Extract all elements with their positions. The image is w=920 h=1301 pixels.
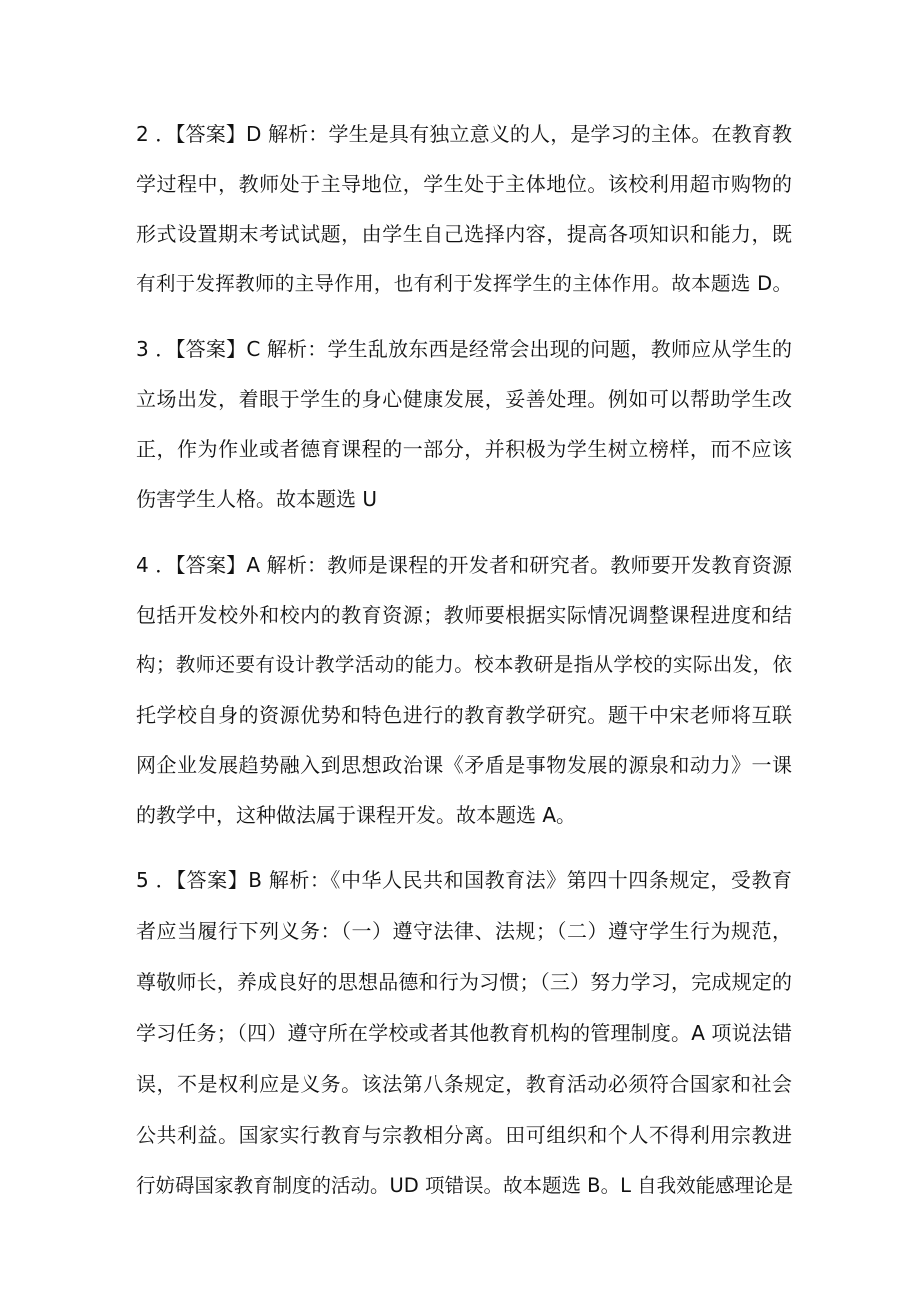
text-line: 有利于发挥教师的主导作用，也有利于发挥学生的主体作用。故本题选 D。 <box>136 272 792 295</box>
text-line: 网企业发展趋势融入到思想政治课《矛盾是事物发展的源泉和动力》一课 <box>136 753 792 777</box>
text-line: 尊敬师长，养成良好的思想品德和行为习惯；（三）努力学习，完成规定的 <box>136 970 792 994</box>
text-line: 误，不是权利应是义务。该法第八条规定，教育活动必须符合国家和社会 <box>136 1072 792 1096</box>
text-line: 学习任务；（四）遵守所在学校或者其他教育机构的管理制度。A 项说法错 <box>136 1021 792 1045</box>
text-line: 学过程中，教师处于主导地位，学生处于主体地位。该校利用超市购物的 <box>136 172 792 196</box>
text-line: 伤害学生人格。故本题选 U <box>136 487 377 511</box>
text-line: 构；教师还要有设计教学活动的能力。校本教研是指从学校的实际出发，依 <box>136 653 792 676</box>
text-line: 4 ．【答案】A 解析：教师是课程的开发者和研究者。教师要开发教育资源 <box>136 553 792 577</box>
text-line: 2 ．【答案】D 解析：学生是具有独立意义的人，是学习的主体。在教育教 <box>136 122 792 146</box>
text-line: 形式设置期末考试试题，由学生自己选择内容，提高各项知识和能力，既 <box>136 222 792 246</box>
text-line: 的教学中，这种做法属于课程开发。故本题选 A。 <box>136 803 577 827</box>
text-line: 包括开发校外和校内的教育资源；教师要根据实际情况调整课程进度和结 <box>136 603 792 627</box>
text-line: 5 ．【答案】B 解析：《中华人民共和国教育法》第四十四条规定，受教育 <box>136 868 792 892</box>
text-line: 托学校自身的资源优势和特色进行的教育教学研究。题干中宋老师将互联 <box>136 703 792 727</box>
text-line: 行妨碍国家教育制度的活动。UD 项错误。故本题选 B。L 自我效能感理论是 <box>136 1174 794 1197</box>
text-line: 公共利益。国家实行教育与宗教相分离。田可组织和个人不得利用宗教进 <box>136 1123 792 1147</box>
text-line: 3 ．【答案】C 解析：学生乱放东西是经常会出现的问题，教师应从学生的 <box>136 337 792 361</box>
text-line: 立场出发，着眼于学生的身心健康发展，妥善处理。例如可以帮助学生改 <box>136 387 792 411</box>
text-line: 者应当履行下列义务：（一）遵守法律、法规；（二）遵守学生行为规范， <box>136 919 792 943</box>
text-line: 正，作为作业或者德育课程的一部分，并积极为学生树立榜样，而不应该 <box>136 437 792 461</box>
